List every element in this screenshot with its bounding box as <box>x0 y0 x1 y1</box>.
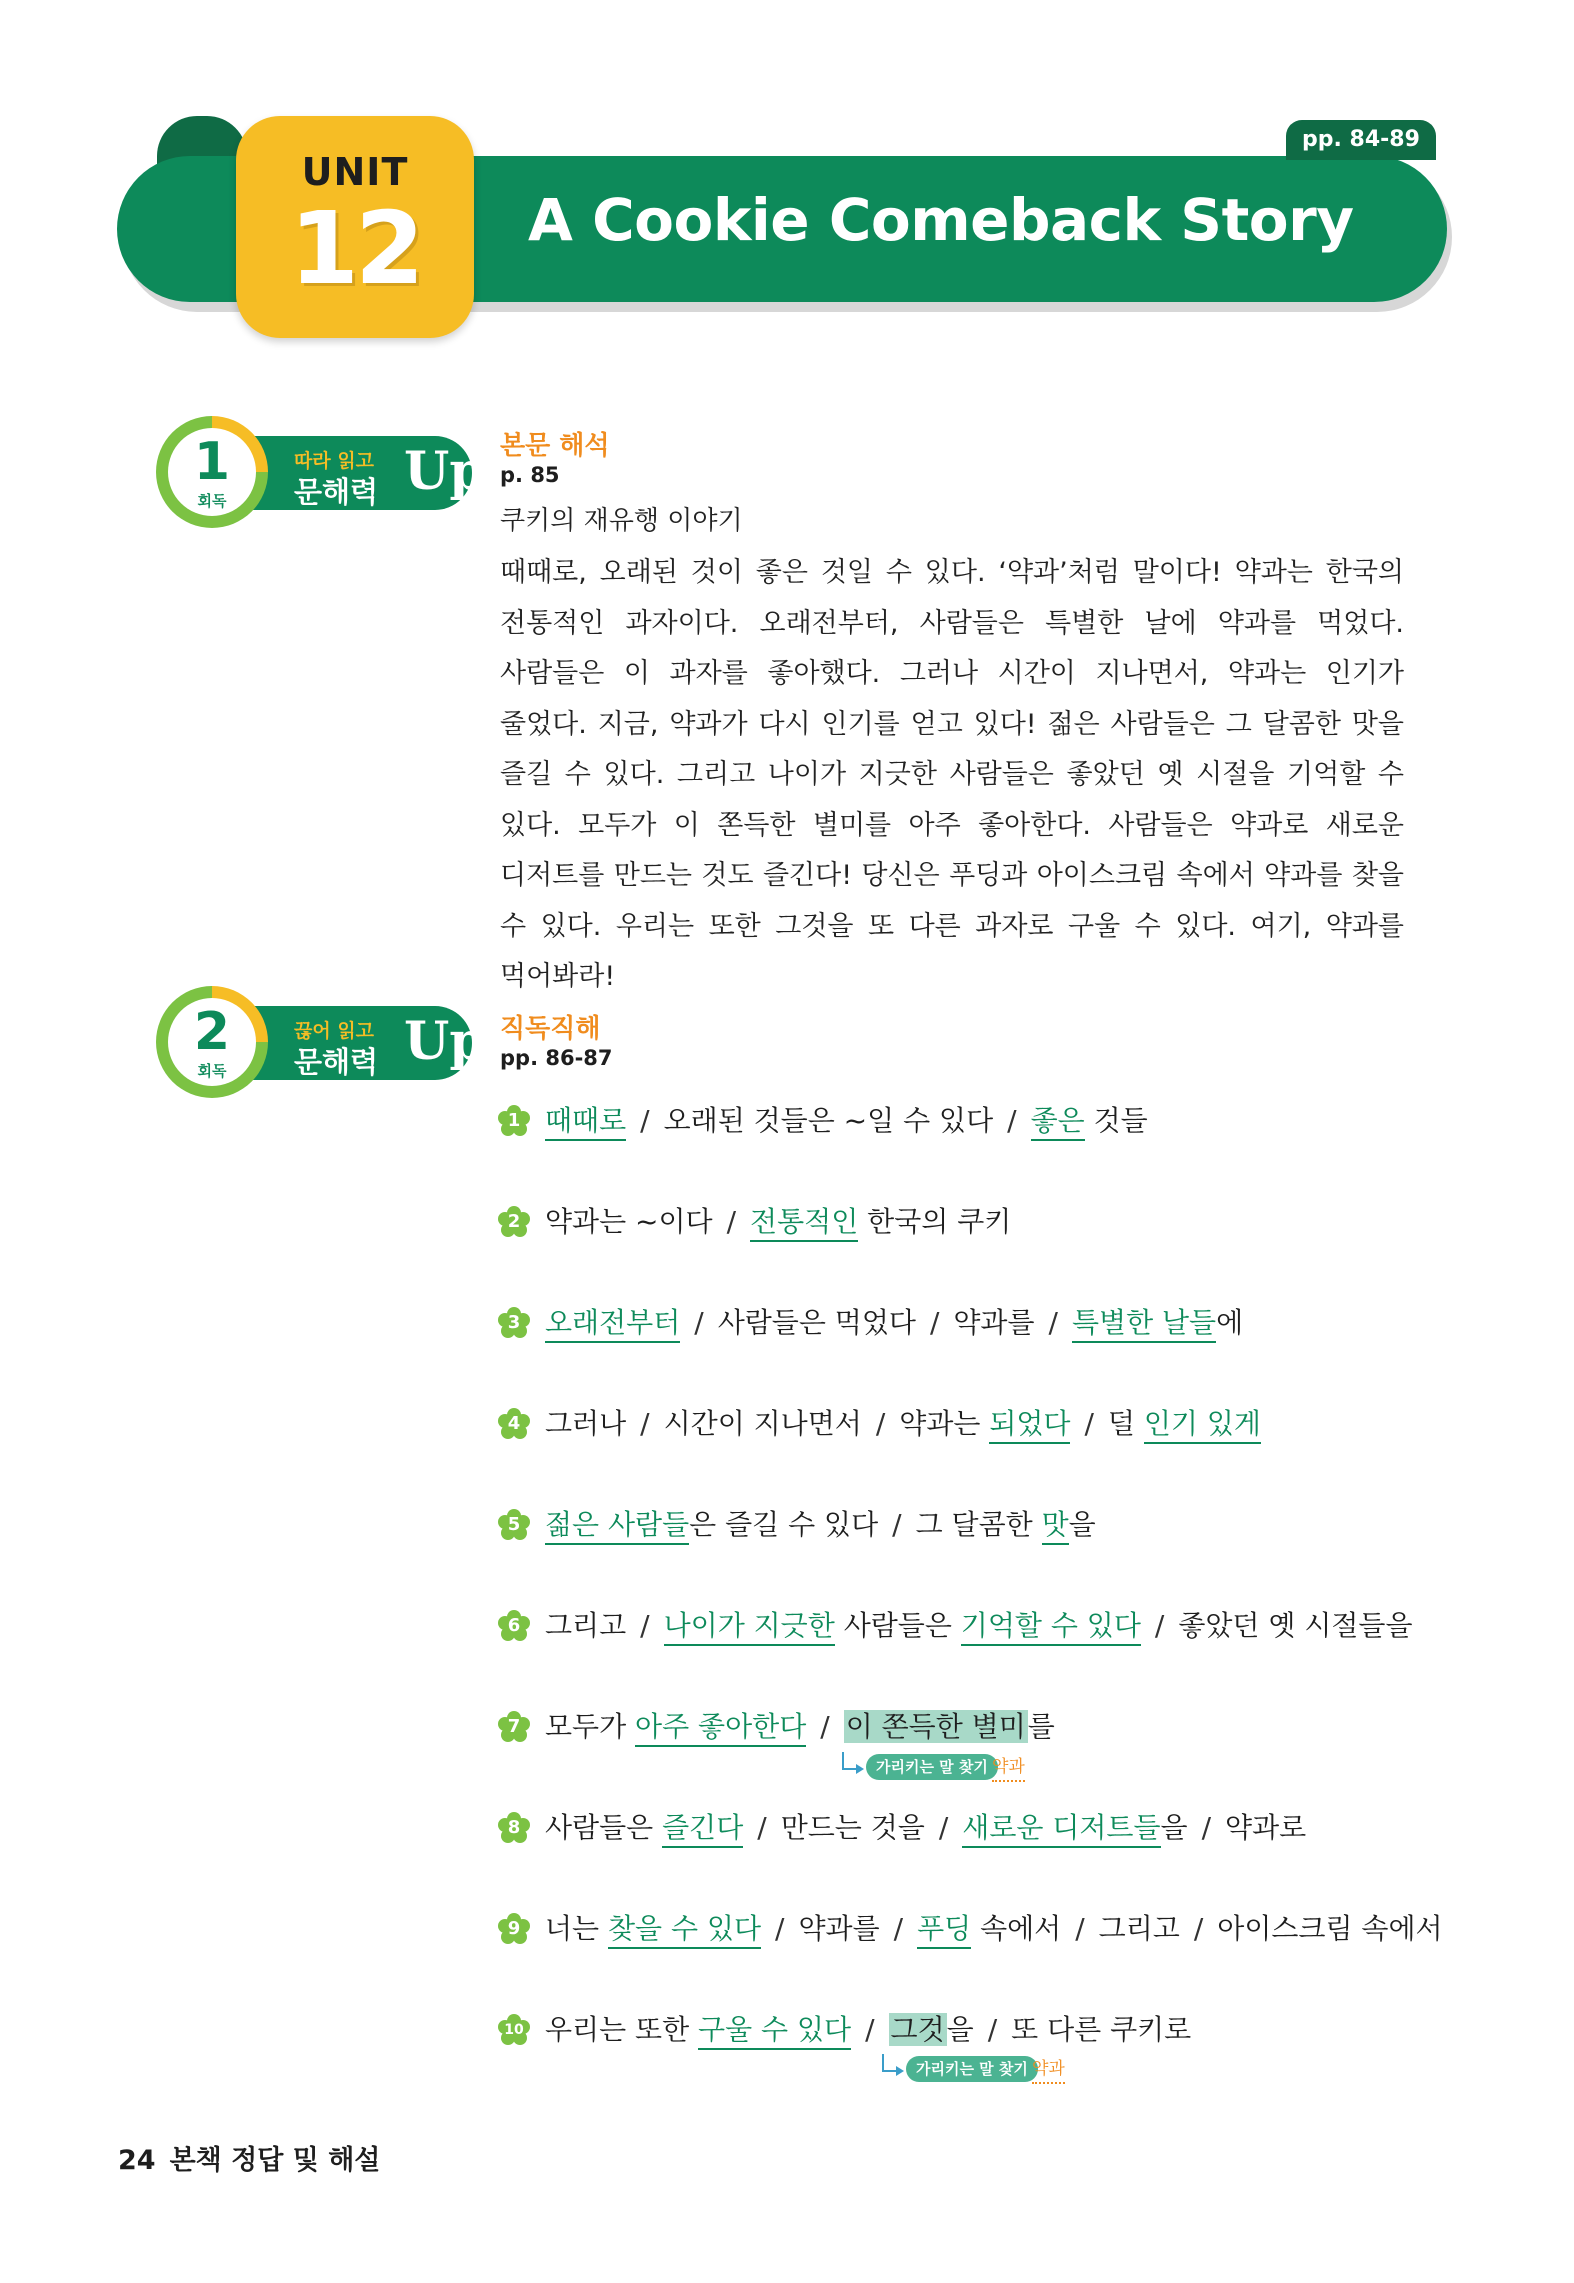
session-1-badge <box>156 416 486 528</box>
plain-text: 그리고 <box>545 1609 627 1642</box>
corner-arrow-icon <box>842 1752 858 1770</box>
row-number: 7 <box>507 1716 521 1737</box>
unit-title: A Cookie Comeback Story <box>528 186 1354 254</box>
plain-text: 약과를 <box>798 1912 880 1945</box>
row-text <box>545 1702 1055 1752</box>
key-phrase: 좋은 <box>1031 1104 1085 1141</box>
page-ref-badge: pp. 84-89 <box>1286 120 1436 160</box>
number-flower-icon <box>497 1104 531 1138</box>
session-number: 2 <box>193 1002 231 1062</box>
row-number: 8 <box>507 1817 521 1838</box>
number-flower-icon <box>497 1710 531 1744</box>
session-round-label: 회독 <box>197 492 227 510</box>
section-title-direct-reading: 직독직해 <box>500 1014 601 1044</box>
plain-text: 것들 <box>1084 1104 1148 1137</box>
up-arrow-icon: Up <box>404 1011 486 1072</box>
chunk-separator: / <box>875 1407 886 1440</box>
chunk-separator: / <box>640 1407 650 1440</box>
key-phrase: 되었다 <box>989 1407 1070 1444</box>
chunk-separator: / <box>1154 1609 1165 1642</box>
chunk-separator: / <box>929 1306 940 1339</box>
chunk-separator: / <box>640 1104 650 1137</box>
number-flower-icon <box>497 2013 531 2047</box>
session-subtitle: 따라 읽고 <box>294 450 375 472</box>
unit-label: UNIT <box>301 150 409 194</box>
row-number: 3 <box>507 1312 521 1333</box>
plain-text: 에 <box>1216 1306 1244 1339</box>
chunk-separator: / <box>893 1912 904 1945</box>
number-flower-icon <box>497 1306 531 1340</box>
number-flower-icon <box>497 1609 531 1643</box>
plain-text: 그러나 <box>545 1407 627 1440</box>
plain-text: 사람들은 <box>834 1609 961 1642</box>
plain-text: 또 다른 쿠키로 <box>1011 2013 1192 2046</box>
session-round-label: 회독 <box>197 1062 227 1080</box>
reference-answer: 약과 <box>1032 2056 1065 2084</box>
chunk-separator: / <box>1048 1306 1058 1339</box>
key-phrase: 인기 있게 <box>1144 1407 1261 1444</box>
key-phrase: 새로운 디저트들 <box>962 1811 1160 1848</box>
key-phrase: 젊은 사람들 <box>545 1508 689 1545</box>
plain-text: 약과는 <box>899 1407 990 1440</box>
key-phrase: 오래전부터 <box>545 1306 680 1343</box>
plain-text: 을 <box>946 2013 974 2046</box>
plain-text: 그 달콤한 <box>915 1508 1042 1541</box>
row-number: 5 <box>507 1514 521 1535</box>
session-title: 문해력 <box>294 475 379 509</box>
plain-text: 사람들은 먹었다 <box>717 1306 916 1339</box>
session-title: 문해력 <box>294 1045 379 1079</box>
reference-answer: 약과 <box>992 1754 1025 1782</box>
plain-text: 모두가 <box>545 1710 636 1743</box>
row-number: 4 <box>507 1413 521 1434</box>
session-badge-center <box>168 998 256 1086</box>
row-number: 6 <box>507 1615 521 1636</box>
chunk-separator: / <box>865 2013 875 2046</box>
section-page-ref: p. 85 <box>500 463 560 487</box>
chunk-separator: / <box>1201 1811 1212 1844</box>
row-text <box>545 1399 1261 1449</box>
key-phrase: 전통적인 <box>750 1205 858 1242</box>
plain-text: 속에서 <box>971 1912 1062 1945</box>
chunk-separator: / <box>987 2013 998 2046</box>
page-number: 24 <box>118 2145 156 2176</box>
plain-text: 약과를 <box>953 1306 1035 1339</box>
session-subtitle: 끊어 읽고 <box>294 1020 375 1042</box>
key-phrase: 나이가 지긋한 <box>664 1609 835 1646</box>
row-number: 9 <box>507 1918 521 1939</box>
key-phrase: 기억할 수 있다 <box>961 1609 1141 1646</box>
number-flower-icon <box>497 1912 531 1946</box>
chunk-separator: / <box>726 1205 737 1238</box>
chunk-separator: / <box>640 1609 650 1642</box>
unit-number: 12 <box>289 190 421 307</box>
number-flower-icon <box>497 1508 531 1542</box>
plain-text: 시간이 지나면서 <box>663 1407 862 1440</box>
up-arrow-icon: Up <box>404 441 486 502</box>
plain-text: 약과는 ~이다 <box>545 1205 713 1238</box>
section-title-translation: 본문 해석 <box>500 431 610 461</box>
plain-text: 그리고 <box>1098 1912 1180 1945</box>
row-number: 2 <box>507 1211 521 1232</box>
row-number: 1 <box>507 1110 521 1131</box>
session-2-badge <box>156 986 486 1098</box>
row-text <box>545 1500 1096 1550</box>
chunk-separator: / <box>757 1811 767 1844</box>
plain-text: 한국의 쿠키 <box>858 1205 1012 1238</box>
plain-text: 너는 <box>545 1912 608 1945</box>
plain-text: 사람들은 <box>545 1811 663 1844</box>
chunk-separator: / <box>1075 1912 1085 1945</box>
row-text <box>545 1197 1011 1247</box>
plain-text: 을 <box>1068 1508 1096 1541</box>
plain-text: 덜 <box>1107 1407 1144 1440</box>
plain-text: 오래된 것들은 ~일 수 있다 <box>663 1104 994 1137</box>
corner-arrow-icon <box>882 2054 898 2072</box>
session-number: 1 <box>193 432 231 492</box>
reference-label: 가리키는 말 찾기 <box>866 1754 998 1780</box>
chunk-separator: / <box>1084 1407 1094 1440</box>
plain-text: 을 <box>1160 1811 1188 1844</box>
reference-phrase: 이 쫀득한 별미 <box>845 1710 1026 1743</box>
plain-text: 아이스크림 속에서 <box>1217 1912 1443 1945</box>
plain-text: 은 즐길 수 있다 <box>689 1508 879 1541</box>
plain-text: 를 <box>1027 1710 1055 1743</box>
key-phrase: 찾을 수 있다 <box>608 1912 761 1949</box>
footer-text: 본책 정답 및 해설 <box>169 2145 381 2176</box>
row-number: 10 <box>504 2022 524 2038</box>
chunk-separator: / <box>820 1710 830 1743</box>
session-badge-ring <box>156 416 268 528</box>
unit-box <box>236 116 474 338</box>
number-flower-icon <box>497 1407 531 1441</box>
key-phrase: 구울 수 있다 <box>698 2013 851 2050</box>
number-flower-icon <box>497 1811 531 1845</box>
chunk-separator: / <box>892 1508 902 1541</box>
session-badge-ring <box>156 986 268 1098</box>
row-text <box>545 1803 1306 1853</box>
session-badge-center <box>168 428 256 516</box>
translation-paragraph: 때때로, 오래된 것이 좋은 것일 수 있다. ‘약과’처럼 말이다! 약과는 한국의 전통적인 과자이다. 오래전부터, 사람들은 특별한 날에 약과를 먹었다. 사람들은 이 과자를 좋아했다. 그러나 시간이 지나면서, 약과는 인기가 줄었다. 지금, 약과가 다시 인기를 얻고 있다! 젊은 사람들은 그 달콤한 맛을 즐길 수 있다. 그리고 나이가 지긋한 사람들은 좋았던 옛 시절을 기억할 수 있다. 모두가 이 쫀득한 별미를 아주 좋아한다. 사람들은 약과로 새로운 디저트를 만드는 것도 즐긴다! 당신은 푸딩과 아이스크림 속에서 약과를 찾을 수 있다. 우리는 또한 그것을 또 다른 과자로 구울 수 있다. 여기, 약과를 먹어봐라! <box>500 557 1404 992</box>
key-phrase: 푸딩 <box>917 1912 971 1949</box>
chunk-separator: / <box>938 1811 949 1844</box>
story-title: 쿠키의 재유행 이야기 <box>500 506 743 536</box>
key-phrase: 특별한 날들 <box>1072 1306 1216 1343</box>
reference-label: 가리키는 말 찾기 <box>906 2056 1038 2082</box>
page-footer <box>118 2138 380 2177</box>
chunk-separator: / <box>694 1306 704 1339</box>
section-page-ref: pp. 86-87 <box>500 1046 613 1070</box>
reference-phrase: 그것 <box>890 2013 945 2046</box>
key-phrase: 즐긴다 <box>662 1811 743 1848</box>
chunk-separator: / <box>1193 1912 1204 1945</box>
row-text <box>545 1298 1243 1348</box>
chunk-separator: / <box>775 1912 785 1945</box>
row-text <box>545 2005 1191 2055</box>
chunk-separator: / <box>1007 1104 1017 1137</box>
key-phrase: 아주 좋아한다 <box>635 1710 806 1747</box>
plain-text: 우리는 또한 <box>545 2013 699 2046</box>
number-flower-icon <box>497 1205 531 1239</box>
plain-text: 좋았던 옛 시절들을 <box>1178 1609 1413 1642</box>
key-phrase: 때때로 <box>545 1104 626 1141</box>
row-text <box>545 1601 1413 1651</box>
row-text <box>545 1904 1443 1954</box>
key-phrase: 맛 <box>1042 1508 1069 1545</box>
row-text <box>545 1096 1148 1146</box>
plain-text: 약과로 <box>1225 1811 1307 1844</box>
plain-text: 만드는 것을 <box>780 1811 925 1844</box>
